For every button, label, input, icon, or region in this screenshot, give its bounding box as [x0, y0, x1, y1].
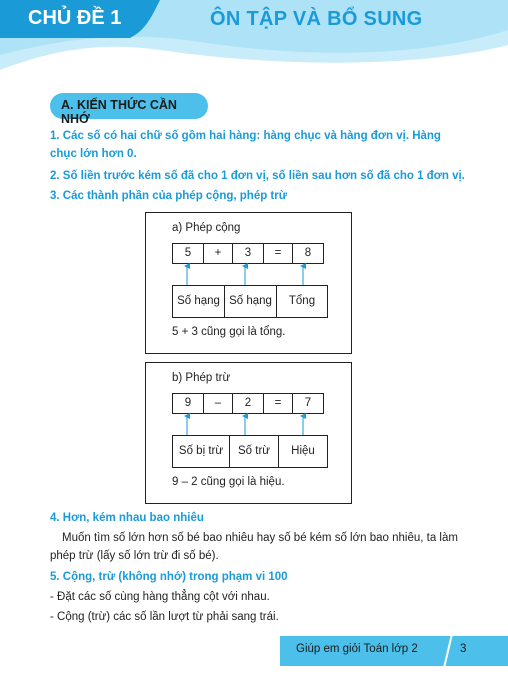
subtraction-operator: – [204, 394, 233, 413]
addition-result: 8 [304, 247, 312, 259]
addition-note: 5 + 3 cũng gọi là tổng. [172, 326, 286, 338]
point-5-line-1: - Đặt các số cùng hàng thẳng cột với nhau. [50, 591, 270, 603]
point-4-line-1: Muốn tìm số lớn hơn số bé bao nhiêu hay số bé kém số lớn bao nhiêu, ta làm [62, 532, 458, 544]
addition-term-1: Số hạng [173, 286, 225, 317]
topic-label: CHỦ ĐỀ 1 [28, 7, 122, 29]
addition-equation [172, 243, 324, 264]
section-title: A. KIẾN THỨC CẦN NHỚ [61, 98, 177, 126]
subtraction-label: b) Phép trừ [172, 372, 231, 384]
addition-operator: + [204, 244, 233, 263]
subtraction-term-minuend: Số bị trừ [173, 436, 230, 467]
footer-divider [440, 632, 456, 670]
footer-book-title: Giúp em giỏi Toán lớp 2 [296, 643, 418, 655]
subtraction-note: 9 – 2 cũng gọi là hiệu. [172, 476, 285, 488]
point-5-title: 5. Cộng, trừ (không nhớ) trong phạm vi 100 [50, 571, 288, 583]
subtraction-equation [172, 393, 324, 414]
section-header [50, 93, 208, 126]
subtraction-equals: = [264, 394, 293, 413]
subtraction-term-subtrahend: Số trừ [230, 436, 279, 467]
addition-terms [172, 285, 328, 318]
subtraction-minuend: 9 [173, 394, 204, 413]
point-1-line-2: chục lớn hơn 0. [50, 148, 137, 160]
addition-operand-1: 5 [173, 244, 204, 263]
subtraction-result: 7 [304, 397, 312, 409]
addition-operand-2: 3 [233, 244, 264, 263]
point-2: 2. Số liền trước kém số đã cho 1 đơn vị, số liền sau hơn số đã cho 1 đơn vị. [50, 170, 465, 182]
point-3: 3. Các thành phần của phép cộng, phép trừ [50, 190, 288, 202]
point-5-line-2: - Cộng (trừ) các số lần lượt từ phải sang trái. [50, 611, 279, 623]
subtraction-terms [172, 435, 328, 468]
addition-term-sum: Tổng [288, 295, 316, 307]
addition-term-2: Số hạng [225, 286, 277, 317]
point-1-line-1: 1. Các số có hai chữ số gồm hai hàng: hàng chục và hàng đơn vị. Hàng [50, 130, 441, 142]
subtraction-term-difference: Hiệu [291, 445, 315, 457]
point-4-title: 4. Hơn, kém nhau bao nhiêu [50, 512, 204, 524]
footer-page-number: 3 [460, 643, 467, 655]
addition-diagram [145, 212, 352, 354]
topic-title: ÔN TẬP VÀ BỔ SUNG [210, 8, 423, 30]
addition-equals: = [264, 244, 293, 263]
point-4-line-2: phép trừ (lấy số lớn trừ đi số bé). [50, 550, 219, 562]
subtraction-subtrahend: 2 [233, 394, 264, 413]
subtraction-diagram [145, 362, 352, 504]
addition-arrows [146, 263, 351, 287]
subtraction-arrows [146, 413, 351, 437]
addition-label: a) Phép cộng [172, 222, 241, 234]
